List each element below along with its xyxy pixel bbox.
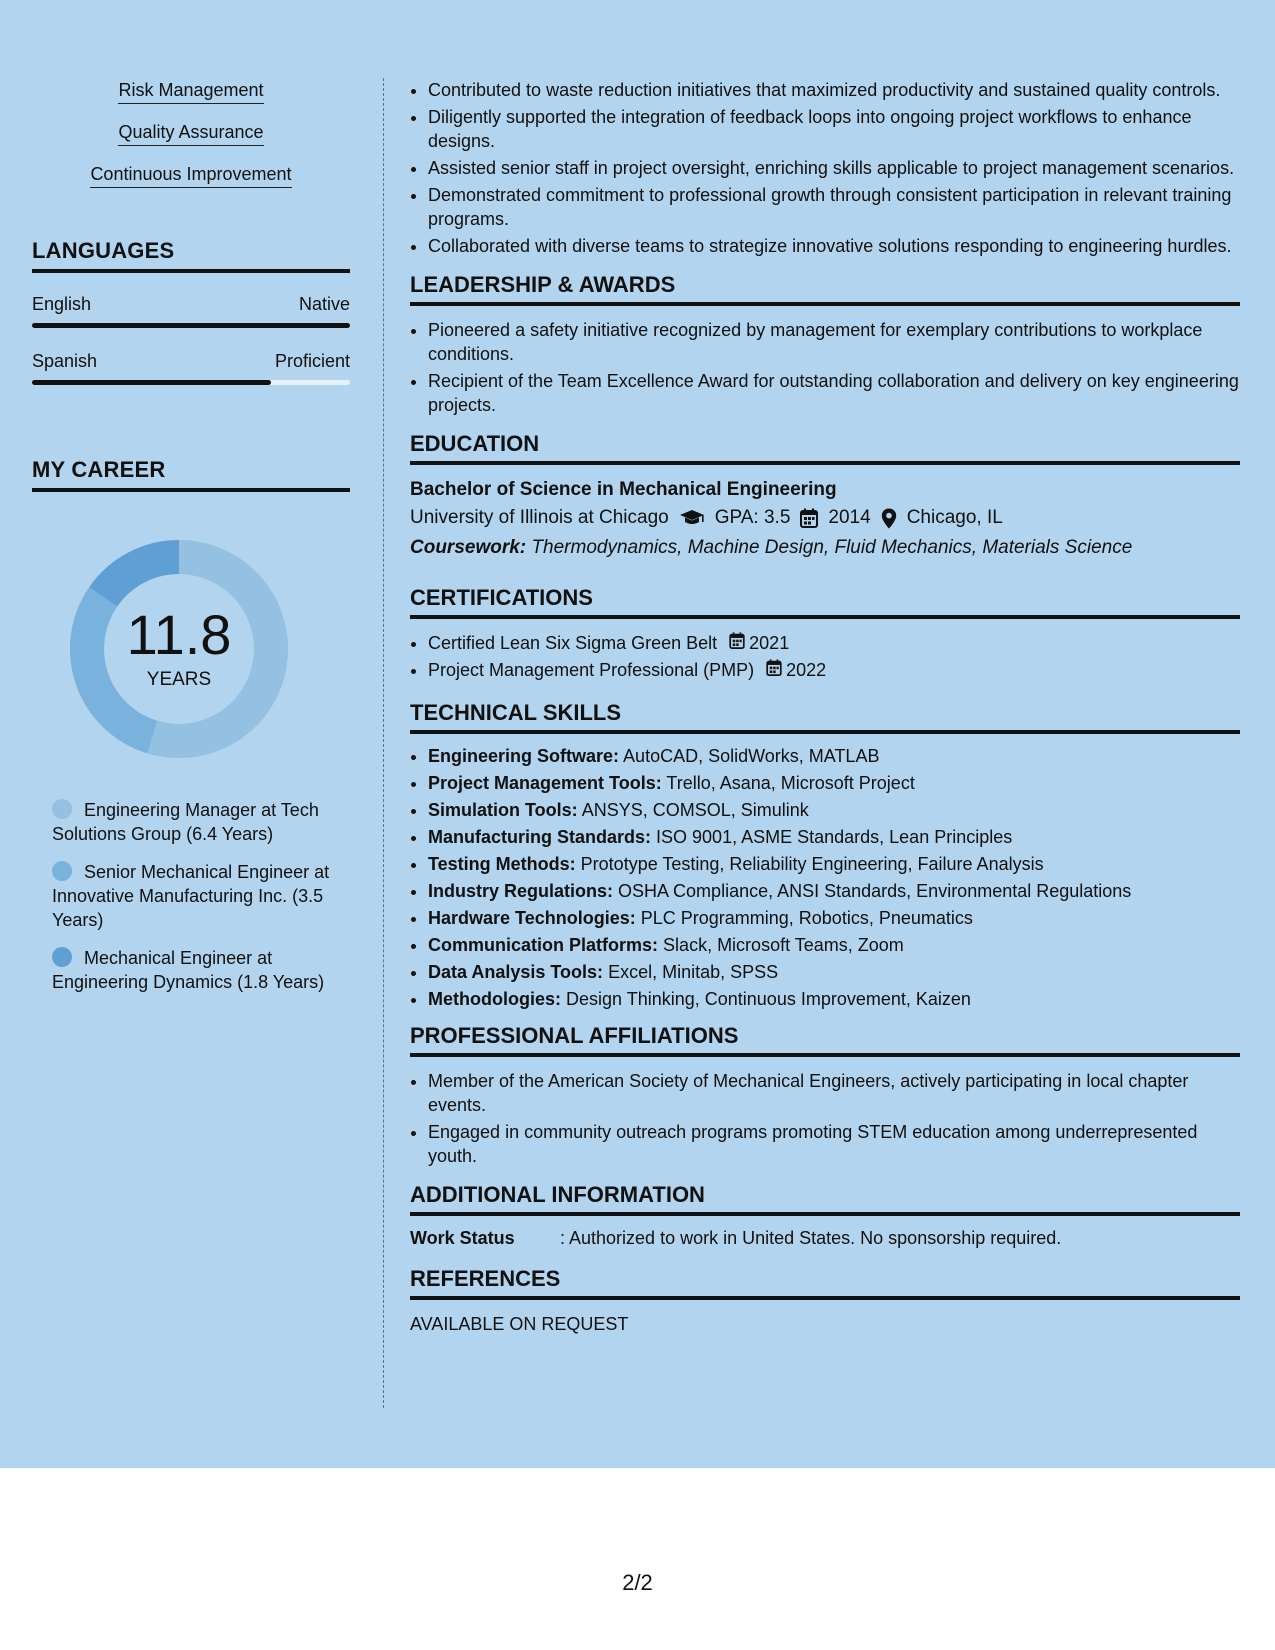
technical-skill-label: Industry Regulations:: [428, 881, 614, 901]
location-pin-icon: [881, 508, 897, 529]
experience-bullet: • Diligently supported the integration of feedback loops into ongoing project workflows to enhance designs.: [428, 105, 1240, 153]
language-name: English: [32, 294, 92, 314]
career-donut-center: [66, 536, 292, 762]
technical-skills-section: [410, 700, 1240, 1011]
technical-skill-item: [428, 933, 1240, 957]
language-item: [32, 293, 350, 328]
technical-skills-heading: TECHNICAL SKILLS: [410, 700, 1240, 734]
career-heading: MY CAREER: [32, 457, 350, 492]
technical-skill-item: [428, 879, 1240, 903]
coursework-label: Coursework:: [410, 537, 527, 558]
languages-section: [32, 238, 350, 385]
skill-item: Continuous Improvement: [90, 163, 291, 188]
education-coursework: [410, 533, 1240, 563]
education-school: University of Illinois at Chicago: [410, 507, 669, 528]
certification-year: 2022: [786, 660, 827, 680]
technical-skill-item: [428, 960, 1240, 984]
legend-dot-icon: [52, 799, 72, 819]
technical-skill-value: ANSYS, COMSOL, Simulink: [581, 800, 809, 820]
education-year: 2014: [828, 507, 871, 528]
education-degree: Bachelor of Science in Mechanical Engineering: [410, 479, 837, 500]
career-legend-item: [52, 946, 342, 994]
language-name: Spanish: [32, 351, 98, 371]
experience-bullets: [410, 78, 1240, 258]
technical-skill-item: [428, 798, 1240, 822]
affiliations-section: [410, 1023, 1240, 1168]
career-position-text: Senior Mechanical Engineer at Innovative Manufacturing Inc. (3.5 Years): [52, 862, 330, 930]
leadership-item: • Pioneered a safety initiative recognized by management for exemplary contributions to workplace conditions.: [428, 318, 1240, 366]
technical-skill-value: Excel, Minitab, SPSS: [608, 962, 779, 982]
certification-item: [428, 658, 1240, 682]
leadership-item: • Recipient of the Team Excellence Award for outstanding collaboration and delivery on key engineering projects.: [428, 369, 1240, 417]
column-divider: [383, 78, 384, 1408]
graduation-cap-icon: [679, 509, 705, 527]
technical-skill-label: Simulation Tools:: [428, 800, 578, 820]
technical-skill-value: Slack, Microsoft Teams, Zoom: [663, 935, 904, 955]
experience-bullet: • Collaborated with diverse teams to strategize innovative solutions responding to engineering hurdles.: [428, 234, 1240, 258]
career-donut-chart: [66, 536, 292, 762]
technical-skill-value: AutoCAD, SolidWorks, MATLAB: [623, 746, 880, 766]
education-gpa: GPA: 3.5: [714, 507, 791, 528]
references-text: AVAILABLE ON REQUEST: [410, 1314, 629, 1334]
skills-list: [32, 70, 350, 196]
career-section: [32, 457, 350, 994]
education-location: Chicago, IL: [906, 507, 1003, 528]
career-total-unit: YEARS: [146, 669, 212, 690]
technical-skill-item: [428, 825, 1240, 849]
certification-item: [428, 631, 1240, 655]
language-bar-fill: [32, 380, 271, 385]
technical-skill-value: PLC Programming, Robotics, Pneumatics: [640, 908, 973, 928]
education-section: [410, 431, 1240, 563]
technical-skill-value: Design Thinking, Continuous Improvement, Kaizen: [566, 989, 971, 1009]
leadership-section: [410, 272, 1240, 417]
technical-skill-value: Prototype Testing, Reliability Engineering, Failure Analysis: [580, 854, 1044, 874]
affiliation-item: • Engaged in community outreach programs promoting STEM education among underrepresented youth.: [428, 1120, 1240, 1168]
language-level: Proficient: [274, 351, 350, 371]
technical-skill-label: Data Analysis Tools:: [428, 962, 604, 982]
left-column: [32, 70, 350, 1008]
work-status-value: : Authorized to work in United States. No sponsorship required.: [560, 1228, 1062, 1248]
additional-info-section: [410, 1182, 1240, 1250]
technical-skill-label: Manufacturing Standards:: [428, 827, 652, 847]
leadership-heading: LEADERSHIP & AWARDS: [410, 272, 1240, 306]
language-item: [32, 350, 350, 385]
technical-skill-value: OSHA Compliance, ANSI Standards, Environmental Regulations: [618, 881, 1132, 901]
languages-heading: LANGUAGES: [32, 238, 350, 273]
affiliation-item: • Member of the American Society of Mechanical Engineers, actively participating in local chapter events.: [428, 1069, 1240, 1117]
technical-skill-label: Project Management Tools:: [428, 773, 662, 793]
education-details: [410, 503, 1240, 533]
legend-dot-icon: [52, 947, 72, 967]
page-number: 2/2: [622, 1570, 653, 1595]
additional-info-heading: ADDITIONAL INFORMATION: [410, 1182, 1240, 1216]
career-legend: [52, 798, 342, 994]
career-position-text: Mechanical Engineer at Engineering Dynamics (1.8 Years): [52, 948, 325, 992]
technical-skill-value: ISO 9001, ASME Standards, Lean Principles: [656, 827, 1013, 847]
technical-skill-item: [428, 987, 1240, 1011]
education-heading: EDUCATION: [410, 431, 1240, 465]
certifications-heading: CERTIFICATIONS: [410, 585, 1240, 619]
calendar-icon: [729, 632, 745, 649]
technical-skill-item: [428, 906, 1240, 930]
certification-name: Certified Lean Six Sigma Green Belt: [428, 633, 718, 653]
technical-skill-label: Communication Platforms:: [428, 935, 659, 955]
certifications-section: [410, 585, 1240, 682]
right-column: [410, 78, 1240, 1336]
legend-dot-icon: [52, 861, 72, 881]
career-legend-item: [52, 798, 342, 846]
references-heading: REFERENCES: [410, 1266, 1240, 1300]
career-position-text: Engineering Manager at Tech Solutions Group (6.4 Years): [52, 800, 319, 844]
calendar-icon: [800, 508, 818, 528]
certification-year: 2021: [749, 633, 790, 653]
certification-name: Project Management Professional (PMP): [428, 660, 755, 680]
language-bar-fill: [32, 323, 350, 328]
career-total-years: 11.8: [126, 603, 232, 666]
technical-skill-label: Methodologies:: [428, 989, 561, 1009]
technical-skill-item: [428, 744, 1240, 768]
language-level: Native: [298, 294, 350, 314]
skill-item: Risk Management: [118, 79, 263, 104]
experience-bullet: • Contributed to waste reduction initiatives that maximized productivity and sustained quality controls.: [428, 78, 1240, 102]
calendar-icon: [766, 659, 782, 676]
technical-skill-label: Hardware Technologies:: [428, 908, 636, 928]
experience-bullet: • Demonstrated commitment to professional growth through consistent participation in relevant training programs.: [428, 183, 1240, 231]
technical-skill-label: Testing Methods:: [428, 854, 576, 874]
technical-skill-value: Trello, Asana, Microsoft Project: [666, 773, 915, 793]
references-section: [410, 1266, 1240, 1336]
career-legend-item: [52, 860, 342, 932]
coursework-list: Thermodynamics, Machine Design, Fluid Mechanics, Materials Science: [531, 537, 1133, 558]
skill-item: Quality Assurance: [118, 121, 263, 146]
experience-bullet: • Assisted senior staff in project oversight, enriching skills applicable to project management scenarios.: [428, 156, 1240, 180]
language-bar: [32, 323, 350, 328]
affiliations-heading: PROFESSIONAL AFFILIATIONS: [410, 1023, 1240, 1057]
technical-skill-item: [428, 852, 1240, 876]
language-bar: [32, 380, 350, 385]
technical-skill-label: Engineering Software:: [428, 746, 620, 766]
work-status-label: Work Status: [410, 1228, 515, 1248]
technical-skill-item: [428, 771, 1240, 795]
